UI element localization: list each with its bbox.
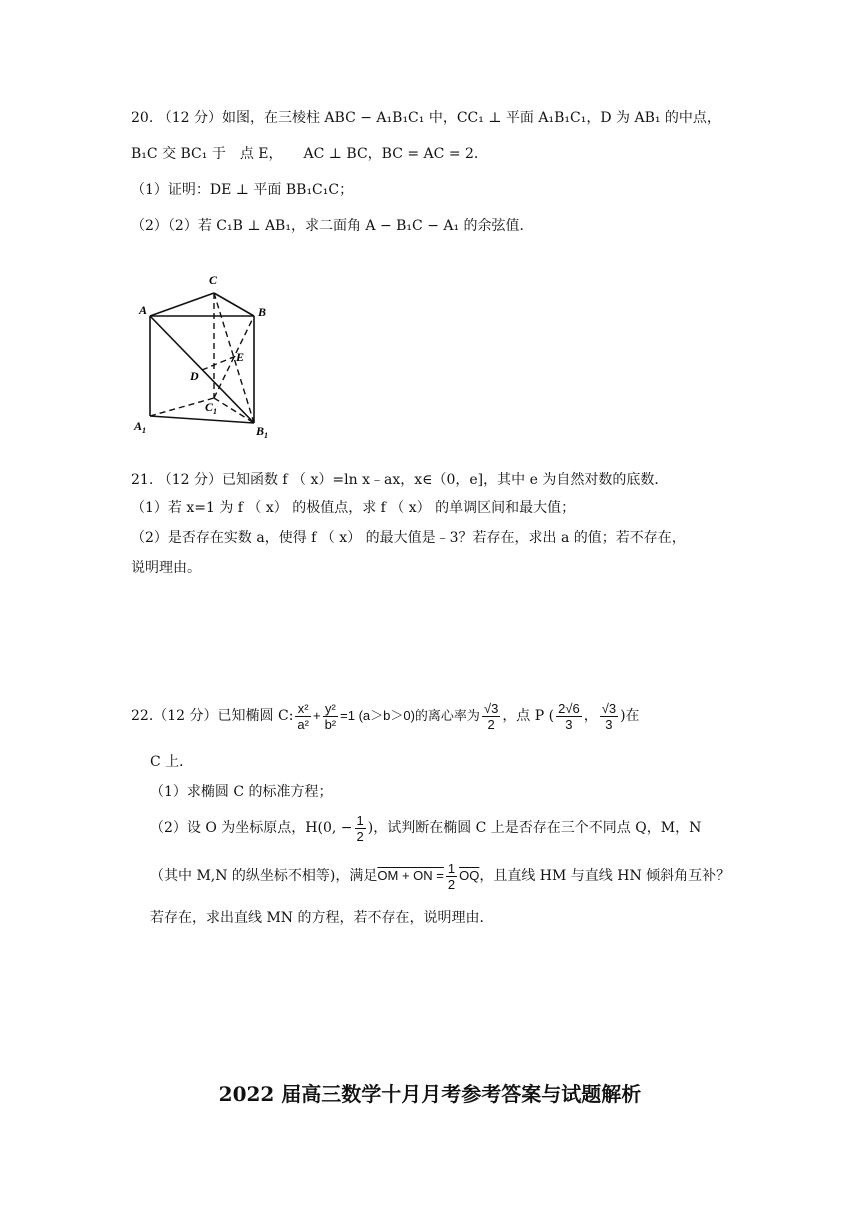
label-e: E [236,350,245,364]
label-c1-sub: 1 [213,407,217,416]
label-b1: B [256,424,265,438]
q22-part1: （1）求椭圆 C 的标准方程； [150,784,333,800]
label-b1-sub: 1 [264,431,268,440]
q20-line1: 20. （12 分）如图，在三棱柱 ABC − A₁B₁C₁ 中，CC₁ ⊥ 平面 A₁B₁C₁，D 为 AB₁ 的中点， [131,110,721,126]
q21-line1: 21. （12 分）已知函数 f （ x）=ln x﹣ax，x∈（0，e]，其中 e 为自然对数的底数． [131,472,669,488]
q22-line5: 若存在，求出直线 MN 的方程，若不存在，说明理由． [150,910,494,926]
q21-part2b: 说明理由。 [131,560,201,576]
q22-part2: （2）设 O 为坐标原点，H(0, − $\frac{1}{2}$ )，试判断在椭圆 C 上是否存在三个不同点 Q，M，N [150,812,702,844]
label-a1-sub: 1 [142,426,146,435]
q22-line1: 22.（12 分）已知椭圆 C: $\frac{\text{x²}}{\text{a²}}$ + $\frac{\text{y²}}{\text{b²}}$ =1 (a＞b＞0)的离心率为 $\frac{√3}{2}$ ，点 P ( $\frac{2√6}{3}$ ， $\frac{√3}{3}$ )在 [131,700,640,732]
q22-line4: （其中 M,N 的纵坐标不相等)，满足OM + ON = $\frac{1}{2}$ $\overline{OQ}$，且直线 HM 与直线 HN 倾斜角互补？ [150,860,731,892]
q22-line2: C 上． [150,754,194,770]
q21-part1: （1）若 x=1 为 f （ x） 的极值点，求 f （ x） 的单调区间和最大值； [131,500,576,516]
q20-part1: （1）证明：DE ⊥ 平面 BB₁C₁C； [131,182,354,198]
label-c1: C [205,400,214,414]
label-d: D [190,369,199,383]
label-a: A [139,303,148,317]
q21-part2a: （2）是否存在实数 a，使得 f （ x） 的最大值是﹣3？若存在，求出 a 的值；若不存在， [131,530,686,546]
label-b: B [258,305,267,319]
q20-part2: （2）（2）若 C₁B ⊥ AB₁，求二面角 A − B₁C − A₁ 的余弦值． [131,218,534,234]
prism-figure [130,268,280,443]
label-a1: A [134,419,143,433]
label-c: C [209,273,218,287]
answer-section-title: 2022 届高三数学十月月考参考答案与试题解析 [218,1082,642,1106]
q20-line2: B₁C 交 BC₁ 于 点 E， AC ⊥ BC，BC = AC = 2． [131,146,488,162]
